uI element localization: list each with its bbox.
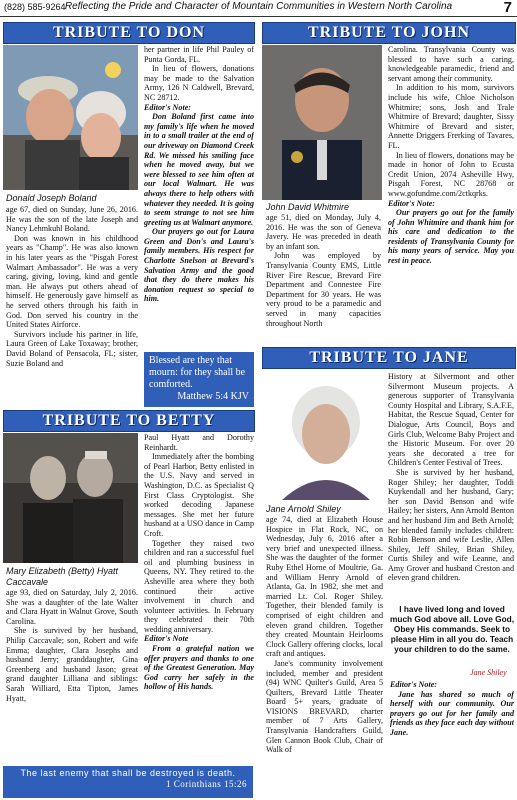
john-para-1: age 51, died on Monday, July 4, 2016. He was the son of Geneva Javery. He was preceded in death by an infant son. xyxy=(266,213,381,251)
john-col2-para-3: In lieu of flowers, donations may be made in honor of John to Ecusta Credit Union, 2074 Asheville Hwy, Pisgah Forest, NC 28768 or www.gofundme.com/2ctkqrks. xyxy=(388,150,514,198)
john-photo-image xyxy=(262,45,382,200)
jane-signature: Jane Shiley xyxy=(470,668,507,677)
betty-verse-ref: 1 Corinthians 15:26 xyxy=(166,779,247,789)
betty-para-1: age 93, died on Saturday, July 2, 2016. She was a daughter of the late Walter and Clara Hyatt in Walnut Grove, South Carolina. xyxy=(6,588,138,626)
don-col2-top: her partner in life Phil Pauley of Punta Gorda, FL. xyxy=(144,45,254,64)
jane-photo-image xyxy=(272,372,380,500)
banner-don: TRIBUTE TO DON xyxy=(3,22,255,44)
betty-col2-para-1: Paul Hyatt and Dorothy Reinhardt. xyxy=(144,433,254,452)
john-col2-para-2: In addition to his mom, survivors include his wife, Chloe Nicholson Whitmire; sons, Josh and Trale Whitmire of Brevard; daughter, Sissy Whitmire of Brevard and sister, Annette Driggers Frerking of Tavares, FL. xyxy=(388,83,514,150)
caption-john: John David Whitmire xyxy=(266,202,350,212)
don-para-2: Don was known in his childhood years as "Champ". He was also known in his later years as the "Pisgah Forest Walmart Ambassador". He was a very caring, giving, loving, kind and gentle man. He always put others ahead of himself. He generously gave himself as he served others through his faith in God. Don served his country in the United States Airforce. xyxy=(6,233,138,330)
jane-column-2 xyxy=(388,372,514,604)
page-number: 7 xyxy=(503,0,512,16)
page-header xyxy=(0,0,517,17)
jane-quote: I have lived long and loved much God above all. Love God, Obey His commands. Seek to please Him in all you do. Teach your children to do the same. xyxy=(390,604,515,654)
betty-col2-para-3: Together they raised two children and ran a successful fuel oil and plumbing business in Queens, NY. They retired to the Asheville area where they both continued their active involvement in church and volunteer activities. In February they celebrated their 70th wedding anniversary. xyxy=(144,538,254,634)
betty-para-2: She is survived by her husband, Philip Caccavale; son, Robert and wife Emma; daughter, Clara Josephs and husband Jerry; granddaughter, Gina Greenberg and husband Jason; great grand daughter Lilliana and siblings: Sarah Williard, Etta Tipton, James Hyatt, xyxy=(6,626,138,703)
caption-betty: Mary Elizabeth (Betty) Hyatt Caccavale xyxy=(6,566,119,587)
jane-para-2: Jane's community involvement included, member and president (94) WNC Quilter's Guild, Area 5 Quilters, Brevard Little Theater Board 5+ years, graduate of VISIONS BREVARD, charter member of 7 Arts Gallery, Transylvania Handcrafters Guild, Glen Cannon Book Club, Chair of Walk of xyxy=(266,658,383,755)
don-para-1: age 67, died on Sunday, June 26, 2016. He was the son of the late Joseph and Nancy Lehmkuhl Boland. xyxy=(6,205,138,234)
jane-editor-text: Jane has shared so much of herself with our community. Our prayers go out for her family and friends as they face each day without Jane. xyxy=(390,689,514,737)
don-para-3: Survivors include his partner in life, Laura Green of Lake Toxaway; brother, David Boland of Pensacola, FL; sister, Suzie Boland and xyxy=(6,329,138,368)
john-editor-text: Our prayers go out for the family of John Whitmire and thank him for his care and dedication to the residents of Transylvania County for his many years of service. May you rest in peace. xyxy=(388,208,514,266)
don-verse-text: Blessed are they that mourn: for they shall be comforted. xyxy=(149,355,246,390)
jane-editor-block xyxy=(390,680,514,798)
jane-col2-para-2: She is survived by her husband, Roger Shiley; her daughter, Toddi Kuykendall and her husband, Gary; her son David Benson and wife Hailey; her sisters, Ann Arnold Benton and her husband Jim and Beth Arnold; her blended family includes children: Robin Benson and wife Leslie, Allen Shiley, Jeff Shiley, Brian Shiley, Curtis Shiley and wife Leanne, and Amy Grover and husband Creston and eleven grand children. xyxy=(388,467,514,583)
don-lieu: In lieu of flowers, donations may be made to the Salvation Army, 126 N Caldwell, Brevard, NC 28712. xyxy=(144,64,254,102)
don-editor-text: Don Boland first came into my family's life when he moved in to a small trailer at the end of our driveway on Diamond Creek Rd. We missed his smiling face when he moved away, but we were blessed to see him often at our local Walmart. He was always there to help others with whatever they needed. It is going to seem strange to not see him greeting us at Walmart anymore. xyxy=(144,112,254,227)
betty-photo-image xyxy=(3,433,138,563)
photo-betty xyxy=(3,433,138,563)
john-editor-label: Editor's Note: xyxy=(388,198,435,208)
header-tagline: Reflecting the Pride and Character of Mountain Communities in Western North Carolina xyxy=(64,1,453,12)
don-editor-text-2: Our prayers go out for Laura Green and Don's and Laura's family members. His respect for Charlotte Snelson at Brevard's Salvation Army and the good that they do there makes his donation request so special to him. xyxy=(144,227,254,304)
header-phone: (828) 585-9264 xyxy=(4,2,66,12)
don-editor-label: Editor's Note: xyxy=(144,102,191,112)
verse-box-betty xyxy=(3,766,253,798)
caption-don: Donald Joseph Boland xyxy=(6,193,97,203)
betty-verse-text: The last enemy that shall be destroyed is death. xyxy=(20,768,236,778)
photo-jane xyxy=(272,372,380,500)
betty-editor-text: From a grateful nation we offer prayers and thanks to one of the Greatest Generation. May God carry her safely in the hollow of His hands. xyxy=(144,644,254,692)
banner-betty: TRIBUTE TO BETTY xyxy=(3,410,255,432)
banner-john: TRIBUTE TO JOHN xyxy=(262,22,516,44)
banner-jane: TRIBUTE TO JANE xyxy=(262,347,516,369)
john-column-1 xyxy=(266,213,381,343)
jane-para-1: age 74, died at Elizabeth House Hospice in Flat Rock, NC, on Wednesday, July 6, 2016 after a very brief and unexpected illness. She was the daughter of the former Ruby Ethel Horne of Moultrie, Ga. and William Henry Arnold of Atlanta, Ga. In 1982, she met and married Lt. Col. Roger Shiley. Together, their blended family is comprised of eight children and eleven grand children. Together they created Mountain Heirlooms Clock Gallery offering clocks, local craft and antiques. xyxy=(266,515,383,659)
photo-don xyxy=(3,45,138,190)
don-photo-image xyxy=(3,45,138,190)
betty-column-2 xyxy=(144,433,254,763)
john-column-2 xyxy=(388,45,514,345)
jane-column-1 xyxy=(266,515,383,797)
photo-john xyxy=(262,45,382,200)
don-column-2 xyxy=(144,45,254,355)
jane-editor-label: Editor's Note: xyxy=(390,680,437,689)
betty-column-1 xyxy=(6,588,138,758)
betty-editor-label: Editor's Note xyxy=(144,634,189,644)
betty-col2-para-2: Immediately after the bombing of Pearl Harbor, Betty enlisted in the U.S. Navy and served in Washington, D.C. as Specialist Q First Class Cryptologist. She worked decoding Japanese messages. She met her future husband at a USO dance in Camp Croft. xyxy=(144,452,254,538)
john-col2-para-1: Carolina. Transylvania County was blessed to have such a caring, knowledgeable paramedic, friend and servant among their community. xyxy=(388,45,514,83)
don-verse-ref: Matthew 5:4 KJV xyxy=(177,391,249,402)
verse-box-don xyxy=(144,352,254,407)
jane-col2-para-1: History at Silvermont and other Silvermont Museum projects. A generous supporter of Transylvania County Hospital and Library, S.A.F.E, Habitat, the Rescue Squad, Center for Dialogue, Arts Council, Boys and Girls Club, Welcome Baby Project and the Historic Museum. For over 20 years she decorated a tree for Children's Center Festival of Trees. xyxy=(388,372,514,468)
caption-jane: Jane Arnold Shiley xyxy=(266,504,341,514)
john-para-2: John was employed by Transylvania County EMS, Little River Fire Rescue, Brevard Fire Department and Connestee Fire Department for 30 years. He was very proud to be a paramedic and served in many capacities throughout North xyxy=(266,251,381,328)
